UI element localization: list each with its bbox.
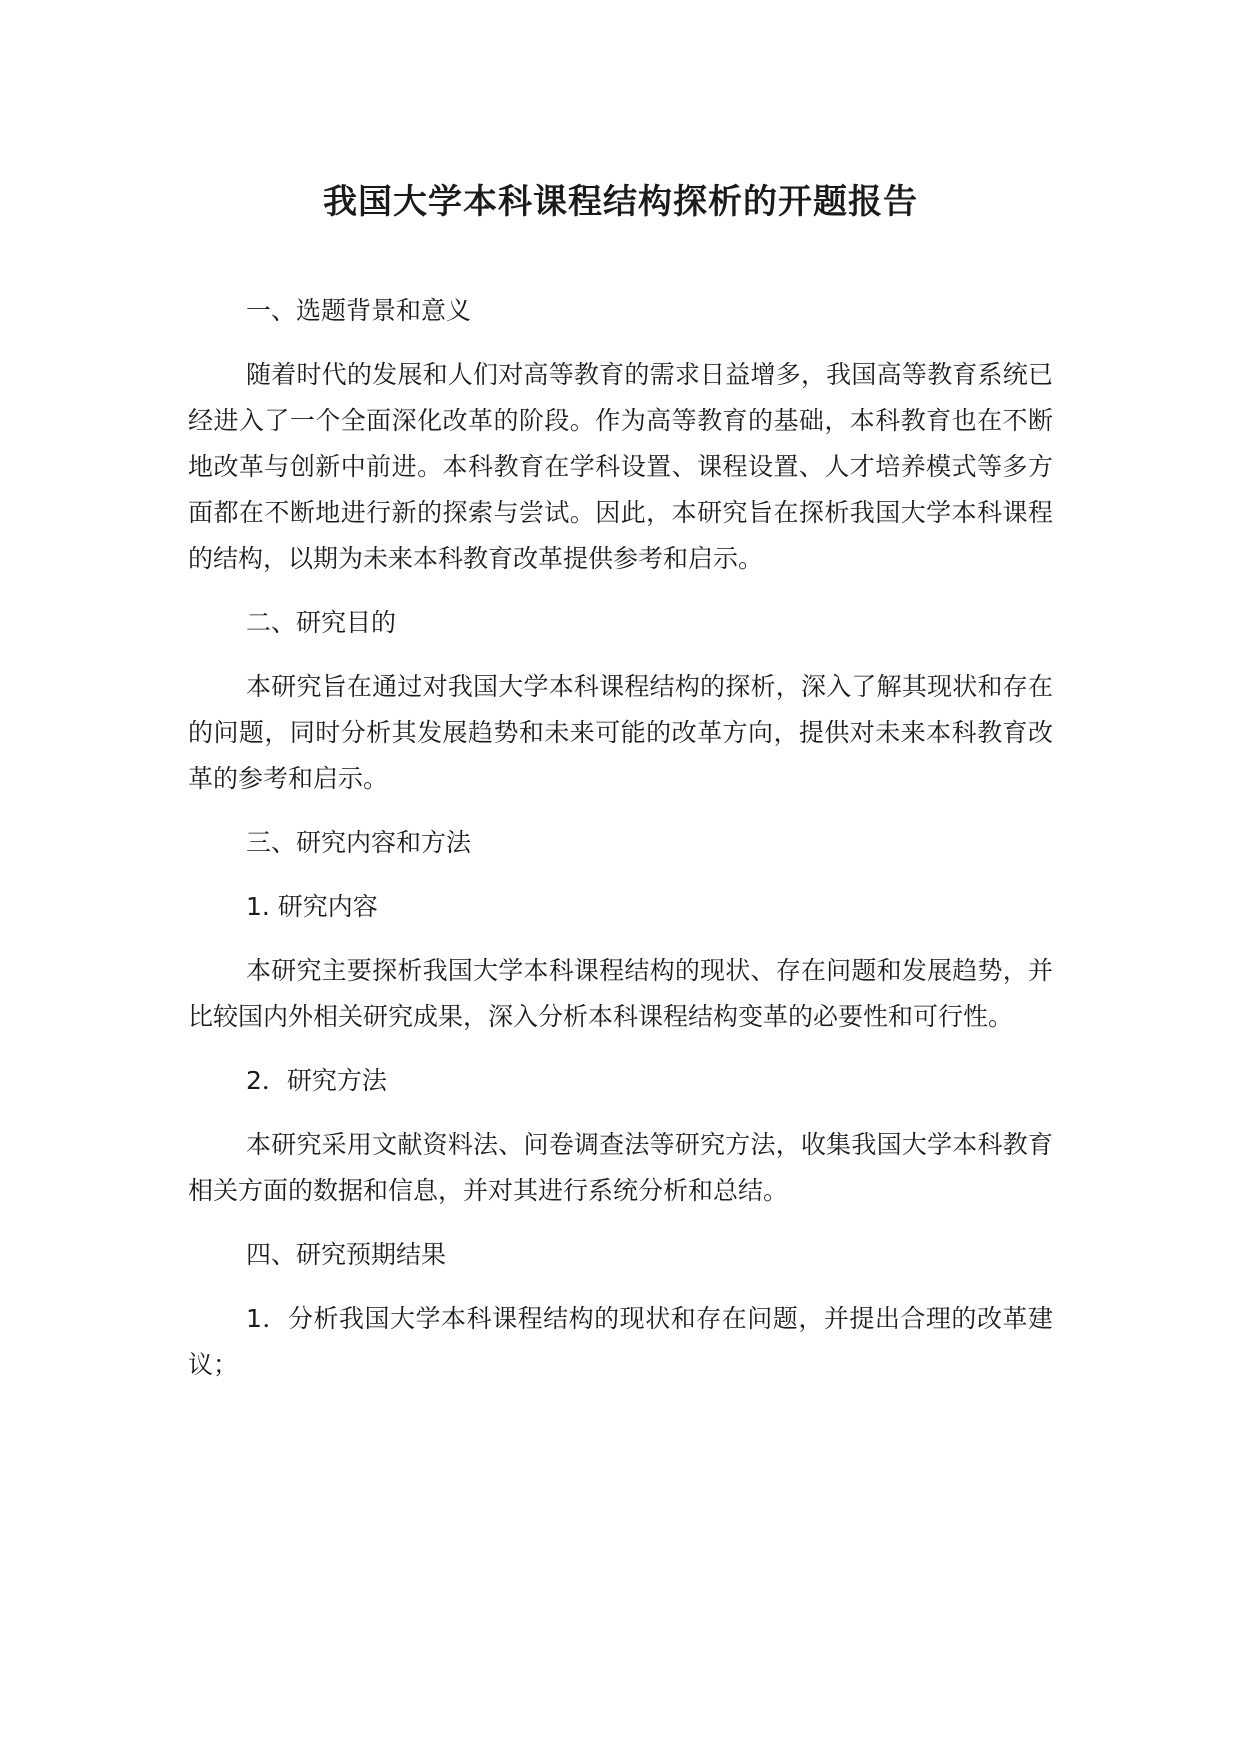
paragraph-expected-result-1: 1．分析我国大学本科课程结构的现状和存在问题，并提出合理的改革建议； — [188, 1304, 1053, 1379]
paragraph-method: 本研究采用文献资料法、问卷调查法等研究方法，收集我国大学本科教育相关方面的数据和信息，并对其进行系统分析和总结。 — [188, 1130, 1053, 1205]
subheading-method: 2．研究方法 — [246, 1066, 387, 1095]
section-heading-purpose: 二、研究目的 — [246, 608, 397, 637]
section-heading-background: 一、选题背景和意义 — [246, 296, 472, 325]
section-heading-expected-results: 四、研究预期结果 — [246, 1240, 447, 1269]
document-body — [188, 288, 1053, 1406]
document-title: 我国大学本科课程结构探析的开题报告 — [323, 182, 918, 222]
paragraph-purpose: 本研究旨在通过对我国大学本科课程结构的探析，深入了解其现状和存在的问题，同时分析其发展趋势和未来可能的改革方向，提供对未来本科教育改革的参考和启示。 — [188, 672, 1053, 793]
paragraph-content: 本研究主要探析我国大学本科课程结构的现状、存在问题和发展趋势，并比较国内外相关研究成果，深入分析本科课程结构变革的必要性和可行性。 — [188, 956, 1053, 1031]
paragraph-background: 随着时代的发展和人们对高等教育的需求日益增多，我国高等教育系统已经进入了一个全面深化改革的阶段。作为高等教育的基础，本科教育也在不断地改革与创新中前进。本科教育在学科设置、课程设置、人才培养模式等多方面都在不断地进行新的探索与尝试。因此，本研究旨在探析我国大学本科课程的结构，以期为未来本科教育改革提供参考和启示。 — [188, 360, 1053, 573]
subheading-content: 1. 研究内容 — [246, 892, 378, 921]
section-heading-content-method: 三、研究内容和方法 — [246, 828, 472, 857]
